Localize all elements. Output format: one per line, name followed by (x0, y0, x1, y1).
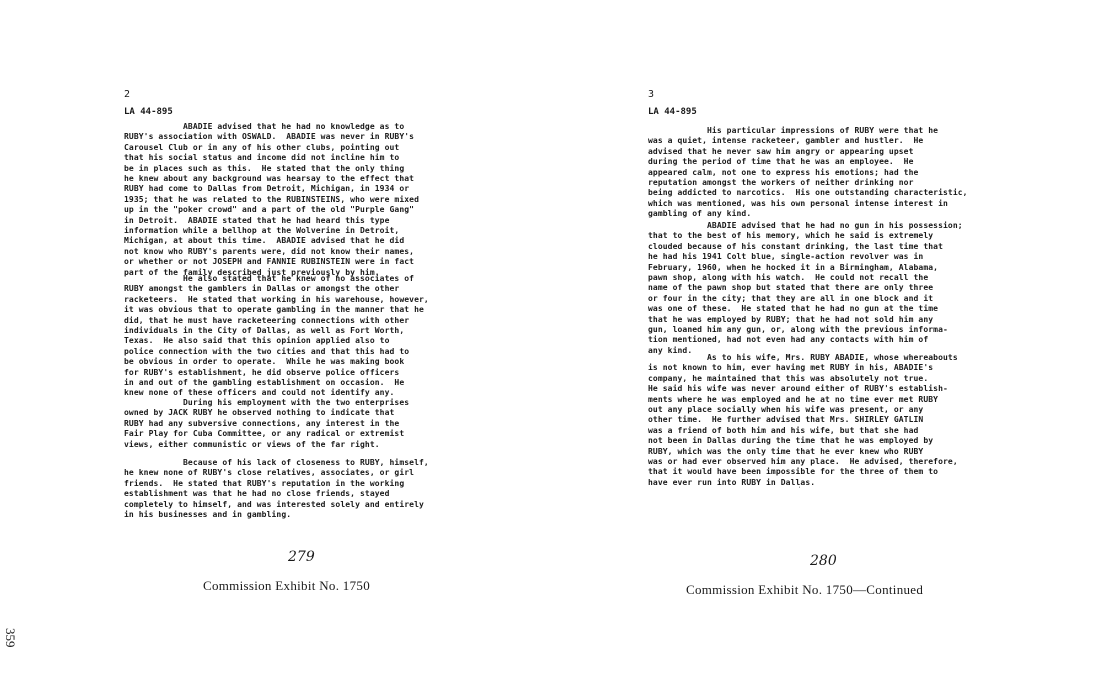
volume-page-number: 359 (3, 628, 18, 648)
paragraph-2: He also stated that he knew of no associates of RUBY amongst the gamblers in Dallas or amongst the other racketeers. He stated that working in his warehouse, however, it was obvious that to operate gambling in the manner that he did, that he must have racketeering connections with other individuals in the City of Dallas, as well as Fort Worth, Texas. He also said that this opinion applied also to police connection with the two cities and that this had to be obvious in order to operate. While he was making book for RUBY's establishment, he did observe police officers in and out of the gambling establishment on occasion. He knew none of these officers and could not identify any. (124, 274, 429, 398)
file-number: LA 44-895 (648, 107, 697, 117)
paragraph-3: As to his wife, Mrs. RUBY ABADIE, whose whereabouts is not known to him, ever having met RUBY in his, ABADIE's company, he maintained that this was absolutely not true. He said his wife was never around either of RUBY's establish- ments where he was employed and he at no time ever met RUBY out any place socially when his wife was present, or any other time. He further advised that Mrs. SHIRLEY GATLIN was a friend of both him and his wife, but that she had not been in Dallas during the time that he was employed by RUBY, which was the only time that he ever knew who RUBY was or had ever observed him any place. He advised, therefore, that it would have been impossible for the three of them to have ever run into RUBY in Dallas. (648, 353, 958, 487)
paragraph-4: Because of his lack of closeness to RUBY, himself, he knew none of RUBY's close relatives, associates, or girl friends. He stated that RUBY's reputation in the working establishment was that he had no close friends, stayed completely to himself, and was interested solely and entirely in his businesses and in gambling. (124, 458, 429, 520)
file-number: LA 44-895 (124, 107, 173, 117)
handwritten-page-number: 280 (810, 553, 837, 569)
paragraph-1: His particular impressions of RUBY were that he was a quiet, intense racketeer, gambler and hustler. He advised that he never saw him angry or appearing upset during the period of time that he was an employee. He appeared calm, not one to express his emotions; had the reputation amongst the workers of neither drinking nor being addicted to narcotics. His one outstanding characteristic, which was mentioned, was his own personal intense interest in gambling of any kind. (648, 126, 968, 219)
page-number: 3 (648, 89, 655, 100)
stray-mark: ˙ (797, 486, 802, 495)
handwritten-page-number: 279 (288, 549, 315, 565)
page-number: 2 (124, 89, 131, 100)
paragraph-1: ABADIE advised that he had no knowledge as to RUBY's association with OSWALD. ABADIE was never in RUBY's Carousel Club or in any of his other clubs, pointing out that his social status and income did not incline him to be in places such as this. He stated that the only thing he knew about any background was hearsay to the effect that RUBY had come to Dallas from Detroit, Michigan, in 1934 or 1935; that he was related to the RUBINSTEINS, who were mixed up in the "poker crowd" and a part of the old "Purple Gang" in Detroit. ABADIE stated that he had heard this type information while a bellhop at the Wolverine in Detroit, Michigan, at about this time. ABADIE advised that he did not know who RUBY's parents were, did not know their names, or whether or not JOSEPH and FANNIE RUBINSTEIN were in fact part of the family described just previously by him. (124, 122, 419, 277)
paragraph-2: ABADIE advised that he had no gun in his possession; that to the best of his memory, which he said is extremely clouded because of his constant drinking, the last time that he had his 1941 Colt blue, single-action revolver was in February, 1960, when he hocked it in a Birmingham, Alabama, pawn shop, along with his watch. He could not recall the name of the pawn shop but stated that there are only three or four in the city; that they are all in one block and it was one of these. He stated that he had no gun at the time that he was employed by RUBY; that he had not sold him any gun, loaned him any gun, or, along with the previous informa- tion mentioned, had not even had any contacts with him of any kind. (648, 221, 963, 355)
exhibit-caption: Commission Exhibit No. 1750 (203, 578, 371, 593)
exhibit-caption: Commission Exhibit No. 1750—Continued (686, 582, 924, 597)
paragraph-3: During his employment with the two enterprises owned by JACK RUBY he observed nothing to indicate that RUBY had any subversive connections, any interest in the Fair Play for Cuba Committee, or any radical or extremist views, either communistic or views of the far right. (124, 398, 410, 449)
